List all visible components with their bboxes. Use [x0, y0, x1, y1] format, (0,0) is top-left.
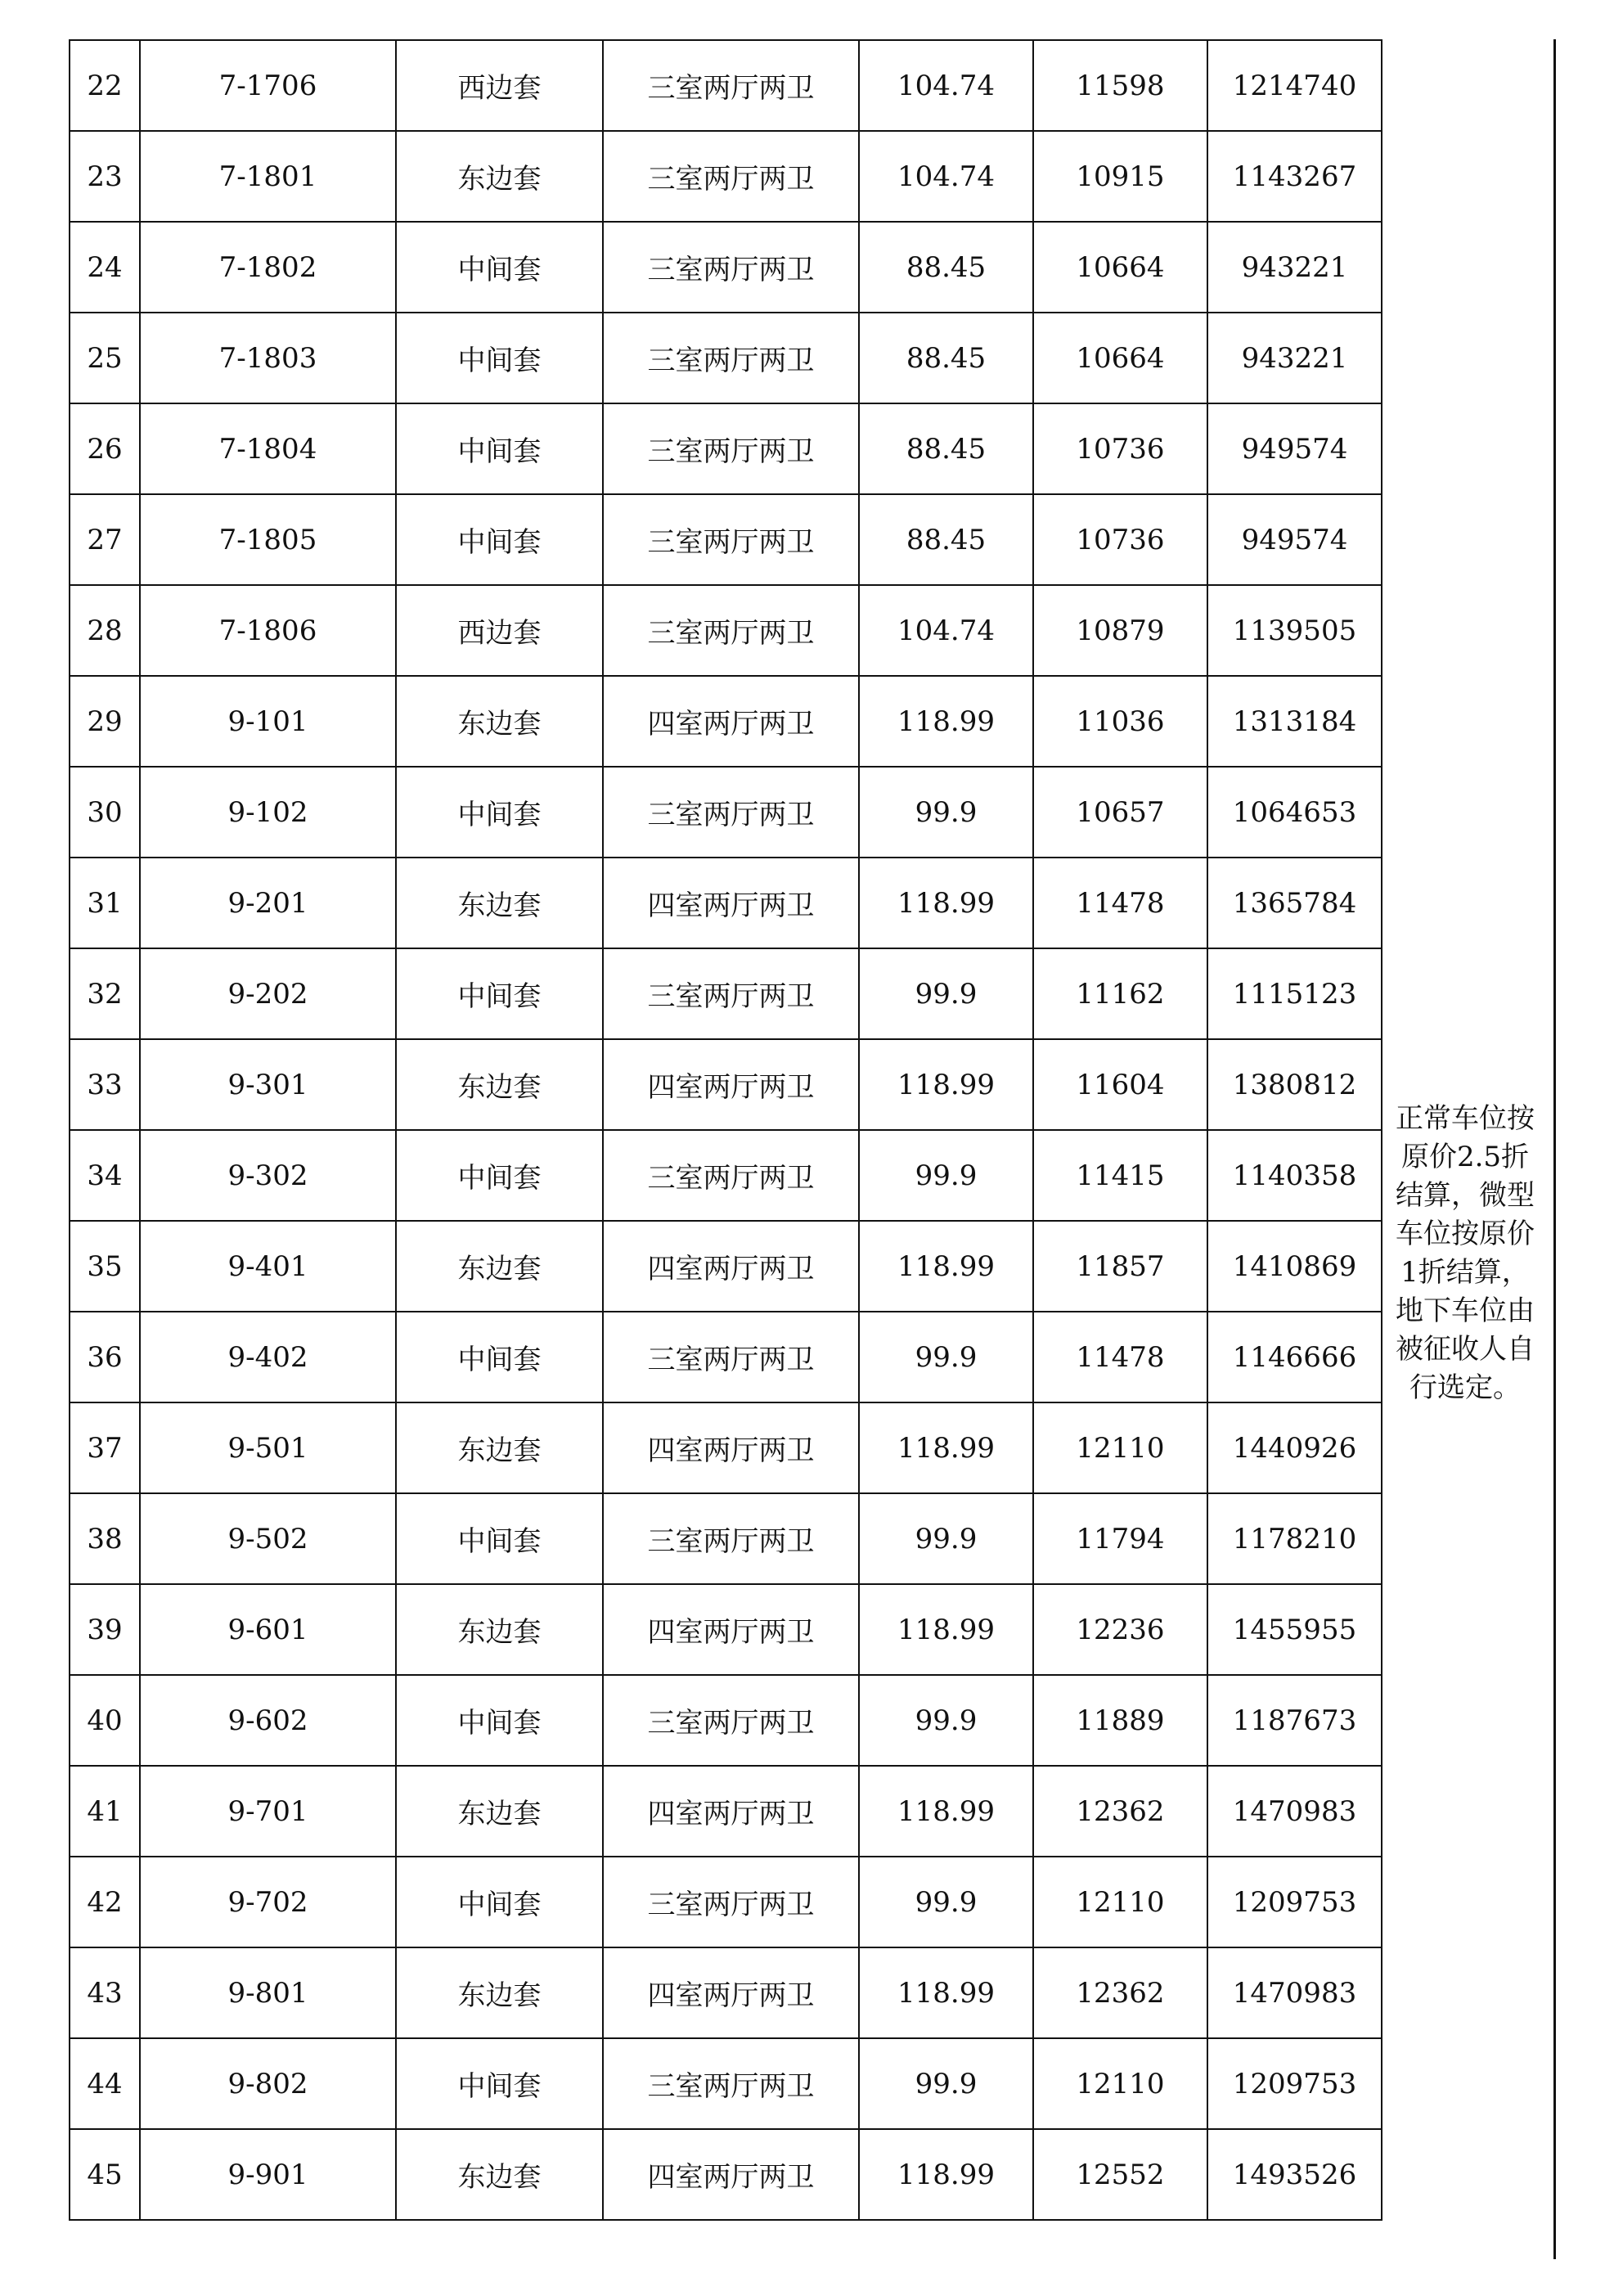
area-cell: 104.74 [859, 585, 1033, 676]
area-cell: 118.99 [859, 1584, 1033, 1675]
row-number-cell: 29 [70, 676, 140, 767]
unit-layout-cell: 三室两厅两卫 [603, 948, 859, 1039]
row-number-cell: 34 [70, 1130, 140, 1221]
table-row [70, 403, 1382, 494]
table-row [70, 1039, 1382, 1130]
unit-number-cell: 9-101 [140, 676, 396, 767]
row-number-cell: 31 [70, 858, 140, 948]
area-cell: 99.9 [859, 948, 1033, 1039]
row-number-cell: 32 [70, 948, 140, 1039]
unit-layout-cell: 三室两厅两卫 [603, 585, 859, 676]
table-row [70, 1857, 1382, 1947]
unit-price-cell: 11162 [1033, 948, 1207, 1039]
area-cell: 118.99 [859, 676, 1033, 767]
unit-price-cell: 12110 [1033, 2038, 1207, 2129]
table-row [70, 131, 1382, 222]
table-row [70, 494, 1382, 585]
table-row [70, 1766, 1382, 1857]
total-price-cell: 1140358 [1207, 1130, 1382, 1221]
unit-price-cell: 11036 [1033, 676, 1207, 767]
area-cell: 88.45 [859, 494, 1033, 585]
unit-number-cell: 9-901 [140, 2129, 396, 2220]
unit-layout-cell: 三室两厅两卫 [603, 1493, 859, 1584]
unit-number-cell: 9-701 [140, 1766, 396, 1857]
unit-price-cell: 11598 [1033, 40, 1207, 131]
unit-position-cell: 东边套 [396, 1039, 603, 1130]
unit-layout-cell: 四室两厅两卫 [603, 1402, 859, 1493]
total-price-cell: 943221 [1207, 222, 1382, 313]
total-price-cell: 1209753 [1207, 1857, 1382, 1947]
unit-price-cell: 10736 [1033, 494, 1207, 585]
unit-price-cell: 11857 [1033, 1221, 1207, 1312]
row-number-cell: 27 [70, 494, 140, 585]
unit-number-cell: 7-1802 [140, 222, 396, 313]
unit-layout-cell: 四室两厅两卫 [603, 676, 859, 767]
row-number-cell: 24 [70, 222, 140, 313]
area-cell: 99.9 [859, 1675, 1033, 1766]
table-row [70, 1221, 1382, 1312]
unit-position-cell: 中间套 [396, 948, 603, 1039]
total-price-cell: 1214740 [1207, 40, 1382, 131]
area-cell: 118.99 [859, 1402, 1033, 1493]
unit-number-cell: 9-201 [140, 858, 396, 948]
unit-position-cell: 西边套 [396, 40, 603, 131]
table-row [70, 1130, 1382, 1221]
table-body [70, 40, 1382, 2220]
unit-price-cell: 11794 [1033, 1493, 1207, 1584]
unit-layout-cell: 四室两厅两卫 [603, 1947, 859, 2038]
unit-price-cell: 12110 [1033, 1857, 1207, 1947]
unit-layout-cell: 四室两厅两卫 [603, 1584, 859, 1675]
table-row [70, 1493, 1382, 1584]
row-number-cell: 23 [70, 131, 140, 222]
unit-number-cell: 7-1806 [140, 585, 396, 676]
parking-note: 正常车位按 原价2.5折 结算，微型 车位按原价 1折结算， 地下车位由 被征收人自 行选定。 [1396, 1102, 1535, 1404]
table-row [70, 313, 1382, 403]
remarks-column [1387, 39, 1556, 2259]
table-row [70, 1584, 1382, 1675]
unit-layout-cell: 三室两厅两卫 [603, 494, 859, 585]
unit-position-cell: 东边套 [396, 858, 603, 948]
unit-position-cell: 中间套 [396, 403, 603, 494]
unit-number-cell: 7-1706 [140, 40, 396, 131]
total-price-cell: 1493526 [1207, 2129, 1382, 2220]
area-cell: 118.99 [859, 1947, 1033, 2038]
unit-price-table [69, 39, 1382, 2221]
unit-number-cell: 9-801 [140, 1947, 396, 2038]
area-cell: 118.99 [859, 1039, 1033, 1130]
unit-layout-cell: 三室两厅两卫 [603, 767, 859, 858]
table-row [70, 1947, 1382, 2038]
row-number-cell: 42 [70, 1857, 140, 1947]
table-row [70, 676, 1382, 767]
unit-layout-cell: 三室两厅两卫 [603, 2038, 859, 2129]
total-price-cell: 1143267 [1207, 131, 1382, 222]
unit-position-cell: 中间套 [396, 494, 603, 585]
table-row [70, 948, 1382, 1039]
area-cell: 118.99 [859, 1766, 1033, 1857]
unit-number-cell: 9-802 [140, 2038, 396, 2129]
total-price-cell: 949574 [1207, 403, 1382, 494]
total-price-cell: 1064653 [1207, 767, 1382, 858]
total-price-cell: 1440926 [1207, 1402, 1382, 1493]
unit-price-cell: 12552 [1033, 2129, 1207, 2220]
unit-layout-cell: 四室两厅两卫 [603, 1766, 859, 1857]
unit-price-cell: 10879 [1033, 585, 1207, 676]
unit-layout-cell: 四室两厅两卫 [603, 2129, 859, 2220]
unit-position-cell: 中间套 [396, 222, 603, 313]
total-price-cell: 1410869 [1207, 1221, 1382, 1312]
table-row [70, 1312, 1382, 1402]
total-price-cell: 1115123 [1207, 948, 1382, 1039]
unit-position-cell: 东边套 [396, 676, 603, 767]
unit-number-cell: 7-1804 [140, 403, 396, 494]
unit-position-cell: 中间套 [396, 2038, 603, 2129]
unit-number-cell: 7-1801 [140, 131, 396, 222]
table-row [70, 222, 1382, 313]
table-row [70, 2129, 1382, 2220]
unit-price-cell: 10657 [1033, 767, 1207, 858]
row-number-cell: 45 [70, 2129, 140, 2220]
area-cell: 99.9 [859, 2038, 1033, 2129]
unit-price-cell: 12110 [1033, 1402, 1207, 1493]
table-row [70, 585, 1382, 676]
row-number-cell: 37 [70, 1402, 140, 1493]
unit-number-cell: 9-301 [140, 1039, 396, 1130]
unit-position-cell: 中间套 [396, 1312, 603, 1402]
row-number-cell: 44 [70, 2038, 140, 2129]
unit-layout-cell: 三室两厅两卫 [603, 313, 859, 403]
unit-number-cell: 9-102 [140, 767, 396, 858]
unit-number-cell: 7-1803 [140, 313, 396, 403]
unit-number-cell: 9-501 [140, 1402, 396, 1493]
unit-layout-cell: 三室两厅两卫 [603, 40, 859, 131]
row-number-cell: 39 [70, 1584, 140, 1675]
unit-layout-cell: 四室两厅两卫 [603, 1221, 859, 1312]
total-price-cell: 1470983 [1207, 1766, 1382, 1857]
unit-position-cell: 中间套 [396, 1493, 603, 1584]
total-price-cell: 1187673 [1207, 1675, 1382, 1766]
unit-price-cell: 10664 [1033, 222, 1207, 313]
unit-position-cell: 中间套 [396, 313, 603, 403]
area-cell: 88.45 [859, 403, 1033, 494]
unit-price-cell: 10736 [1033, 403, 1207, 494]
unit-position-cell: 中间套 [396, 767, 603, 858]
unit-number-cell: 7-1805 [140, 494, 396, 585]
total-price-cell: 949574 [1207, 494, 1382, 585]
unit-price-cell: 11478 [1033, 1312, 1207, 1402]
area-cell: 118.99 [859, 858, 1033, 948]
unit-position-cell: 东边套 [396, 2129, 603, 2220]
unit-price-cell: 12236 [1033, 1584, 1207, 1675]
row-number-cell: 33 [70, 1039, 140, 1130]
total-price-cell: 1470983 [1207, 1947, 1382, 2038]
unit-position-cell: 东边套 [396, 131, 603, 222]
total-price-cell: 1313184 [1207, 676, 1382, 767]
table-row [70, 1675, 1382, 1766]
total-price-cell: 1209753 [1207, 2038, 1382, 2129]
total-price-cell: 943221 [1207, 313, 1382, 403]
unit-position-cell: 东边套 [396, 1584, 603, 1675]
area-cell: 104.74 [859, 40, 1033, 131]
unit-position-cell: 中间套 [396, 1675, 603, 1766]
unit-position-cell: 中间套 [396, 1130, 603, 1221]
row-number-cell: 40 [70, 1675, 140, 1766]
total-price-cell: 1455955 [1207, 1584, 1382, 1675]
area-cell: 88.45 [859, 222, 1033, 313]
total-price-cell: 1380812 [1207, 1039, 1382, 1130]
row-number-cell: 41 [70, 1766, 140, 1857]
area-cell: 99.9 [859, 1312, 1033, 1402]
unit-layout-cell: 三室两厅两卫 [603, 1675, 859, 1766]
row-number-cell: 22 [70, 40, 140, 131]
unit-position-cell: 中间套 [396, 1857, 603, 1947]
unit-price-cell: 12362 [1033, 1766, 1207, 1857]
total-price-cell: 1365784 [1207, 858, 1382, 948]
area-cell: 104.74 [859, 131, 1033, 222]
unit-layout-cell: 三室两厅两卫 [603, 222, 859, 313]
area-cell: 118.99 [859, 2129, 1033, 2220]
unit-layout-cell: 三室两厅两卫 [603, 1130, 859, 1221]
unit-price-cell: 12362 [1033, 1947, 1207, 2038]
unit-layout-cell: 三室两厅两卫 [603, 1857, 859, 1947]
unit-number-cell: 9-502 [140, 1493, 396, 1584]
unit-layout-cell: 三室两厅两卫 [603, 1312, 859, 1402]
area-cell: 118.99 [859, 1221, 1033, 1312]
total-price-cell: 1178210 [1207, 1493, 1382, 1584]
area-cell: 99.9 [859, 1130, 1033, 1221]
unit-price-cell: 11478 [1033, 858, 1207, 948]
table-row [70, 40, 1382, 131]
table-row [70, 1402, 1382, 1493]
unit-position-cell: 东边套 [396, 1221, 603, 1312]
unit-layout-cell: 四室两厅两卫 [603, 858, 859, 948]
unit-layout-cell: 三室两厅两卫 [603, 403, 859, 494]
unit-price-cell: 11889 [1033, 1675, 1207, 1766]
unit-position-cell: 西边套 [396, 585, 603, 676]
area-cell: 88.45 [859, 313, 1033, 403]
table-row [70, 767, 1382, 858]
area-cell: 99.9 [859, 1493, 1033, 1584]
unit-layout-cell: 三室两厅两卫 [603, 131, 859, 222]
unit-number-cell: 9-702 [140, 1857, 396, 1947]
area-cell: 99.9 [859, 767, 1033, 858]
unit-position-cell: 东边套 [396, 1402, 603, 1493]
unit-number-cell: 9-601 [140, 1584, 396, 1675]
row-number-cell: 25 [70, 313, 140, 403]
table-row [70, 858, 1382, 948]
area-cell: 99.9 [859, 1857, 1033, 1947]
unit-number-cell: 9-602 [140, 1675, 396, 1766]
total-price-cell: 1146666 [1207, 1312, 1382, 1402]
unit-number-cell: 9-202 [140, 948, 396, 1039]
unit-number-cell: 9-402 [140, 1312, 396, 1402]
unit-position-cell: 东边套 [396, 1766, 603, 1857]
unit-number-cell: 9-302 [140, 1130, 396, 1221]
unit-price-cell: 11415 [1033, 1130, 1207, 1221]
unit-layout-cell: 四室两厅两卫 [603, 1039, 859, 1130]
row-number-cell: 36 [70, 1312, 140, 1402]
row-number-cell: 35 [70, 1221, 140, 1312]
unit-price-cell: 10664 [1033, 313, 1207, 403]
unit-price-cell: 10915 [1033, 131, 1207, 222]
total-price-cell: 1139505 [1207, 585, 1382, 676]
table-row [70, 2038, 1382, 2129]
row-number-cell: 30 [70, 767, 140, 858]
row-number-cell: 28 [70, 585, 140, 676]
unit-price-cell: 11604 [1033, 1039, 1207, 1130]
unit-number-cell: 9-401 [140, 1221, 396, 1312]
row-number-cell: 43 [70, 1947, 140, 2038]
row-number-cell: 38 [70, 1493, 140, 1584]
unit-position-cell: 东边套 [396, 1947, 603, 2038]
row-number-cell: 26 [70, 403, 140, 494]
